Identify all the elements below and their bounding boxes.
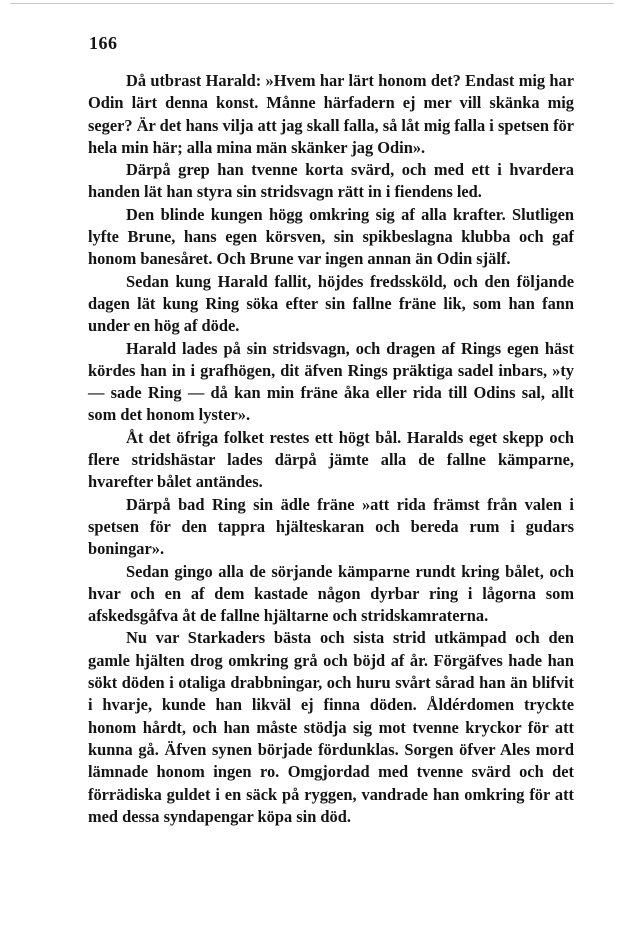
paragraph: Åt det öfriga folket restes ett högt bål. Haralds eget skepp och flere stridshästar lades därpå jämte alla de fallne kämparne, hvarefter bålet antändes. xyxy=(88,427,574,492)
paragraph: Harald lades på sin stridsvagn, och dragen af Rings egen häst kördes han in i grafhögen, dit äfven Rings präktiga sadel inbars, »ty — sade Ring — då kan min fräne åka eller rida till Odins sal, allt som det honom lyster». xyxy=(88,338,574,425)
paragraph: Sedan gingo alla de sörjande kämparne rundt kring bålet, och hvar och en af dem kastade någon dyrbar ring i lågorna som afskedsgåfva åt de fallne hjältarne och stridskamraterna. xyxy=(88,561,574,626)
paragraph: Sedan kung Harald fallit, höjdes fredssköld, och den följande dagen lät kung Ring söka efter sin fallne fräne lik, som han fann under en hög af döde. xyxy=(88,271,574,336)
paragraph: Nu var Starkaders bästa och sista strid utkämpad och den gamle hjälten drog omkring grå och böjd af år. Förgäfves hade han sökt döden i otaliga drabbningar, och huru svårt sårad han än blifvit i hvarje, kunde han likväl ej finna döden. Åldérdomen tryckte honom hårdt, och han måste stödja sig mot tvenne kryckor för att kunna gå. Äfven synen började fördunklas. Sorgen öfver Ales mord lämnade honom ingen ro. Omgjordad med tvenne svärd och det förrädiska guldet i en säck på ryggen, vandrade han omkring för att med dessa syndapengar köpa sin död. xyxy=(88,628,574,826)
top-edge-rule xyxy=(10,3,614,4)
body-text xyxy=(88,70,574,828)
paragraph: Den blinde kungen högg omkring sig af alla krafter. Slutligen lyfte Brune, hans egen körsven, sin spikbeslagna klubba och gaf honom banesåret. Och Brune var ingen annan än Odin själf. xyxy=(88,204,574,269)
page-number: 166 xyxy=(89,33,118,53)
paragraph: Därpå grep han tvenne korta svärd, och med ett i hvardera handen lät han styra sin stridsvagn rätt in i fiendens led. xyxy=(88,160,574,202)
paragraph: Därpå bad Ring sin ädle fräne »att rida främst från valen i spetsen för den tappra hjälteskaran och bereda rum i gudars boningar». xyxy=(88,494,574,559)
paragraph: Då utbrast Harald: »Hvem har lärt honom det? Endast mig har Odin lärt denna konst. Månne härfadern ej mer vill skänka mig seger? Är det hans vilja att jag skall falla, så låt mig falla i spetsen för hela min här; alla mina män skänker jag Odin». xyxy=(88,71,574,157)
